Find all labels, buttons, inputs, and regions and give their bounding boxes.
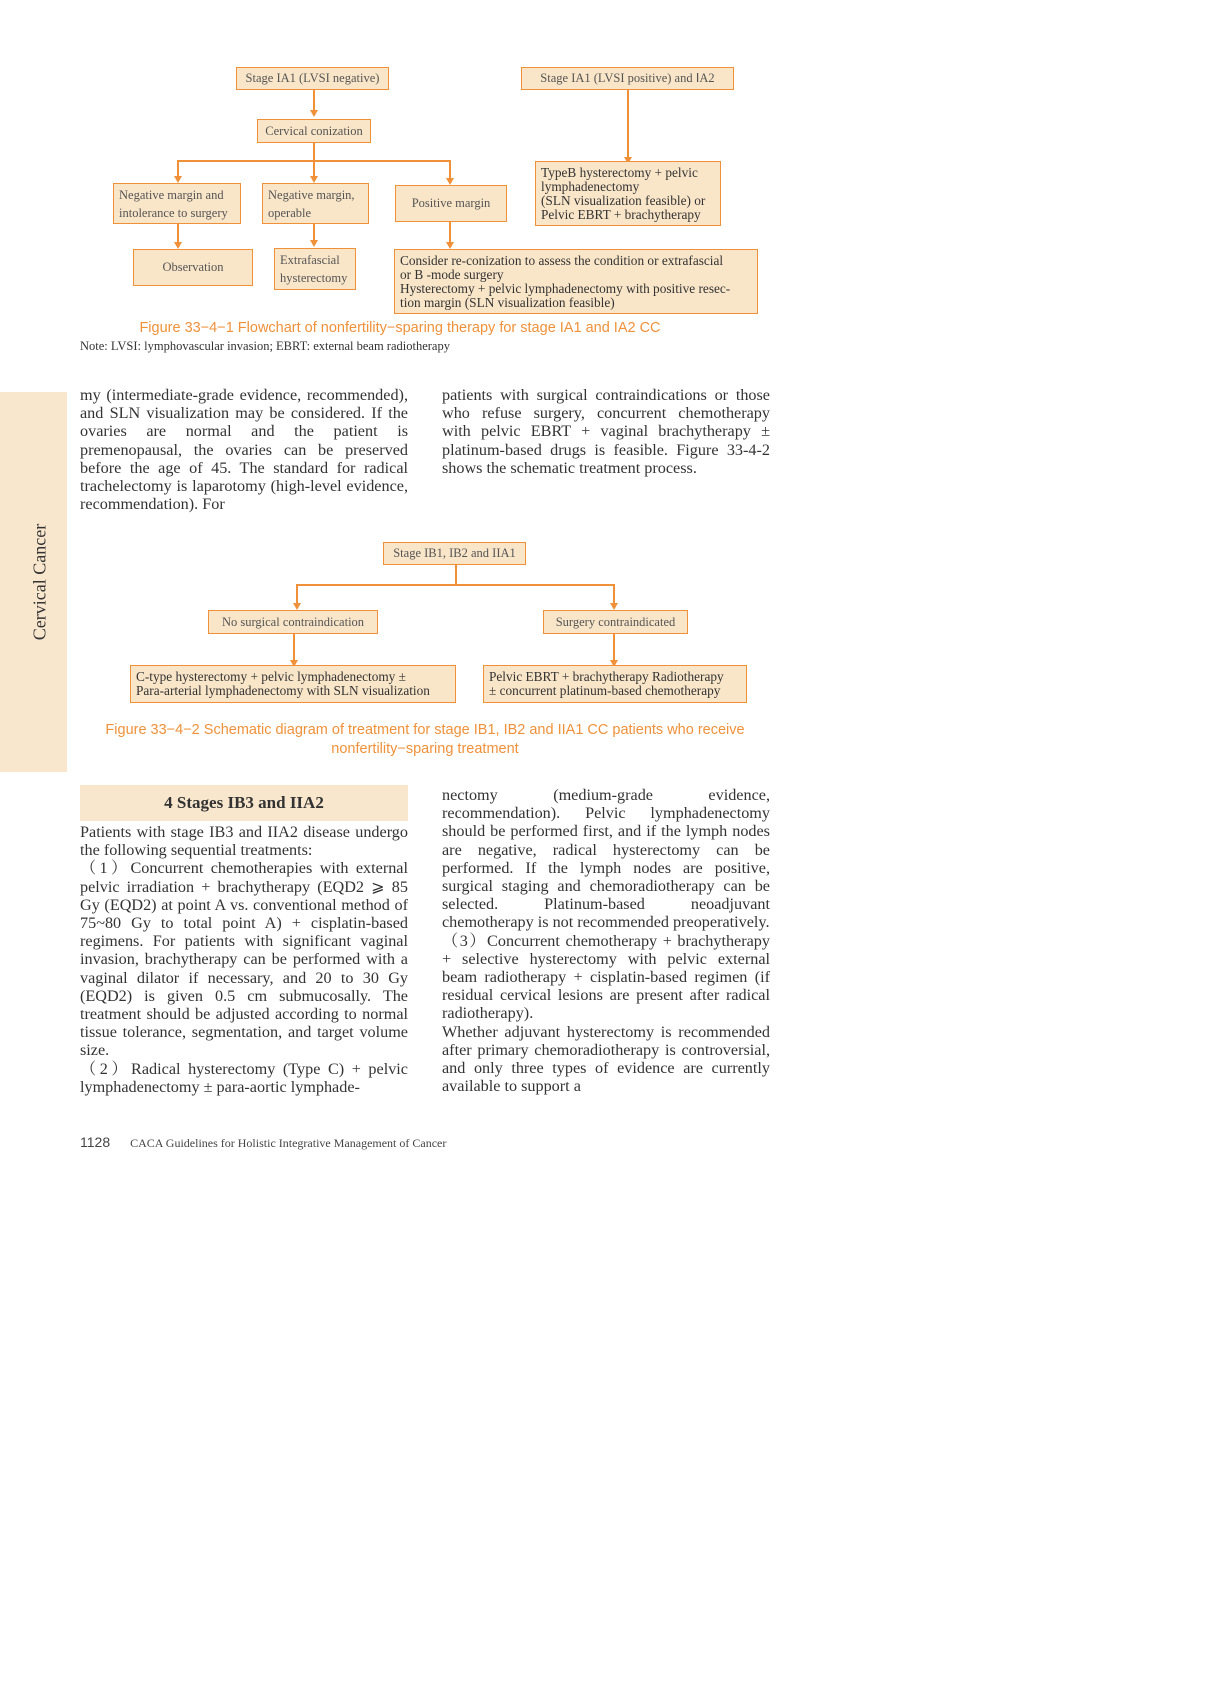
running-title: CACA Guidelines for Holistic Integrative Management of Cancer	[130, 1136, 447, 1150]
box-observation: Observation	[133, 249, 253, 286]
page-footer	[80, 1134, 446, 1151]
section-column-right	[442, 786, 770, 1095]
figure-caption: Figure 33−4−1 Flowchart of nonfertility−sparing therapy for stage IA1 and IA2 CC	[139, 320, 661, 336]
paragraph: （3）Concurrent chemotherapy + brachytherapy + selective hysterectomy with pelvic external beam radiotherapy + cisplatin-based regimen (if residual cervical lesions are present after radical radiotherapy).	[442, 931, 770, 1023]
box-stage-ia1-lvsi-positive: Stage IA1 (LVSI positive) and ⅠA2	[521, 67, 734, 90]
body-column-right: patients with surgical contraindications or those who refuse surgery, concurrent chemotherapy with pelvic EBRT + vaginal brachytherapy ± platinum-based drugs is feasible. Figure 33-4-2 shows the schematic treatment process.	[442, 386, 770, 477]
arrow-icon	[174, 176, 182, 183]
connector	[455, 565, 457, 584]
box-pelvic-ebrt-brachytherapy: Pelvic EBRT + brachytherapy Radiotherapy ± concurrent platinum-based chemotherapy	[483, 665, 747, 703]
arrow-icon	[310, 240, 318, 247]
connector	[296, 584, 298, 605]
arrow-icon	[446, 178, 454, 185]
arrow-icon	[446, 242, 454, 249]
paragraph: Whether adjuvant hysterectomy is recommended after primary chemoradiotherapy is controversial, and only three types of evidence are currently available to support a	[442, 1022, 770, 1096]
box-cervical-conization: Cervical conization	[257, 119, 371, 143]
section-column-left	[80, 823, 408, 1096]
connector	[293, 634, 295, 662]
connector	[177, 224, 179, 244]
arrow-icon	[310, 176, 318, 183]
figure-note: Note: LVSI: lymphovascular invasion; EBRT: external beam radiotherapy	[80, 339, 450, 353]
box-surgery-contraindicated: Surgery contraindicated	[543, 610, 688, 634]
box-extrafascial-hysterectomy: Extrafascial hysterectomy	[274, 248, 356, 290]
arrow-icon	[610, 603, 618, 610]
figure-caption: Figure 33−4−2 Schematic diagram of treatment for stage IB1, IB2 and IIA1 CC patients who receive nonfertility−sparing treatment	[105, 722, 745, 757]
box-stage-ib1-ib2-iia1: Stage IB1, IB2 and IIA1	[383, 542, 526, 565]
box-reconization: Consider re-conization to assess the condition or extrafascial or B -mode surgery Hysterectomy + pelvic lymphadenectomy with positive resec- tion margin (SLN visualization feasible)	[394, 249, 758, 314]
box-typeb-hysterectomy: TypeB hysterectomy + pelvic lymphadenectomy (SLN visualization feasible) or Pelvic EBRT + brachytherapy	[535, 161, 721, 226]
connector	[613, 634, 615, 662]
arrow-icon	[293, 603, 301, 610]
connector	[449, 222, 451, 244]
connector	[313, 143, 315, 160]
box-positive-margin: Positive margin	[395, 185, 507, 222]
connector	[627, 90, 629, 160]
connector	[449, 160, 451, 180]
body-column-left: my (intermediate-grade evidence, recommended), and SLN visualization may be considered. If the ovaries are normal and the patient is premenopausal, the ovaries can be preserved before the age of 45. The standard for radical trachelectomy is laparotomy (high-level evidence, recommendation). For	[80, 386, 408, 514]
section-heading: 4 Stages IB3 and IIA2	[80, 785, 408, 821]
page-number: 1128	[80, 1134, 111, 1150]
connector	[313, 90, 315, 112]
box-c-type-hysterectomy: C-type hysterectomy + pelvic lymphadenectomy ± Para-arterial lymphadenectomy with SLN visualization	[130, 665, 456, 703]
arrow-icon	[310, 110, 318, 117]
paragraph: Patients with stage IB3 and IIA2 disease undergo the following sequential treatments:	[80, 823, 408, 860]
connector	[296, 584, 614, 586]
box-no-surgical-contraindication: No surgical contraindication	[208, 610, 378, 634]
chapter-tab-label: Cervical Cancer	[29, 523, 50, 641]
box-negative-margin-intolerance: Negative margin and intolerance to surgery	[113, 183, 241, 224]
paragraph: nectomy (medium-grade evidence, recommendation). Pelvic lymphadenectomy should be performed first, and if the lymph nodes are negative, radical hysterectomy can be performed. If the lymph nodes are positive, surgical staging and chemoradiotherapy can be selected. Platinum-based neoadjuvant chemotherapy is not recommended preoperatively.	[442, 786, 770, 932]
arrow-icon	[174, 242, 182, 249]
box-stage-ia1-lvsi-negative: Stage IA1 (LVSI negative)	[236, 67, 389, 90]
paragraph: （1）Concurrent chemotherapies with external pelvic irradiation + brachytherapy (EQD2 ⩾ 85 Gy (EQD2) at point A vs. conventional method of 75~80 Gy to total point A) + cisplatin-based regimens. For patients with significant vaginal invasion, brachytherapy can be performed with a vaginal dilator if necessary, and 20 to 30 Gy (EQD2) is given 0.5 cm submucosally. The treatment should be adjusted according to normal tissue tolerance, segmentation, and target volume size.	[80, 859, 408, 1060]
connector	[613, 584, 615, 605]
box-negative-margin-operable: Negative margin, operable	[262, 183, 369, 224]
paragraph: （2）Radical hysterectomy (Type C) + pelvic lymphadenectomy ± para-aortic lymphade-	[80, 1059, 408, 1096]
